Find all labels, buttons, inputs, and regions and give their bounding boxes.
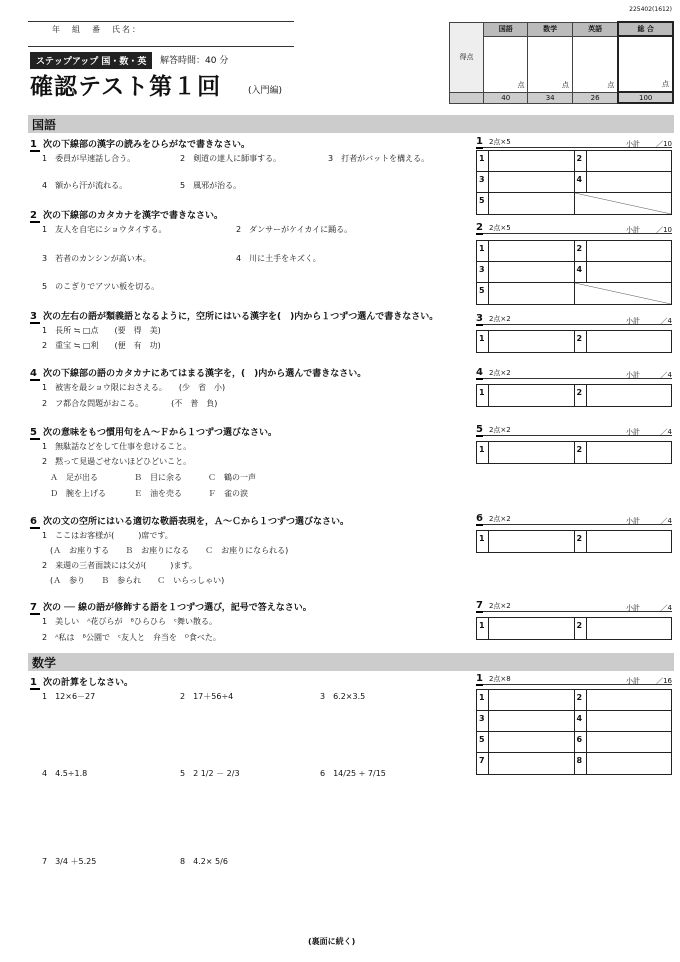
points: 2点×2 — [488, 369, 511, 377]
answer-row — [477, 732, 671, 753]
points: 2点×8 — [488, 675, 511, 683]
subtotal-max: ／16 — [656, 677, 672, 685]
item: 2 17＋56÷4 — [180, 692, 234, 701]
choice: Ｄ 腕を上げる — [50, 489, 106, 498]
math-answer-box-1 — [476, 689, 672, 775]
question-2-heading — [30, 208, 223, 223]
question-text: 次の下線部のカタカナを漢字で書きなさい。 — [42, 211, 223, 221]
item: 1 無駄話などをして仕事を怠けること。 — [42, 442, 192, 451]
item: 4 川に土手をキズく。 — [236, 254, 321, 263]
math-answer-1-header — [476, 673, 672, 685]
item: 1 友人を自宅にショウタイする。 — [42, 225, 167, 234]
item: 4 4.5÷1.8 — [42, 769, 88, 778]
question-number: 2 — [30, 210, 40, 223]
answer-cell[interactable] — [575, 241, 672, 261]
cell-number: 7 — [477, 753, 489, 774]
subtotal-label: 小計 — [626, 371, 640, 379]
answer-row — [477, 193, 671, 214]
max-label — [450, 92, 484, 103]
item: 3 若者のカンシンが高い本。 — [42, 254, 151, 263]
item: 2 剣道の達人に師事する。 — [180, 154, 282, 163]
item-choices: (Ａ 参り Ｂ 参られ Ｃ いらっしゃい) — [50, 576, 225, 585]
answer-box-5 — [476, 441, 672, 464]
answer-4-header — [476, 367, 672, 379]
subtotal-max: ／4 — [660, 317, 672, 325]
item: 1 ここはお客様が( )席です。 — [42, 531, 173, 540]
subtotal-max: ／4 — [660, 428, 672, 436]
answer-6-header — [476, 513, 672, 525]
score-cell-total[interactable]: 点 — [618, 36, 673, 92]
answer-3-header — [476, 313, 672, 325]
points: 2点×5 — [488, 224, 511, 232]
cell-number: 1 — [477, 241, 489, 261]
cell-number: 2 — [575, 385, 587, 406]
question-text: 次の下線部の語のカタカナにあてはまる漢字を，( )内から選んで書きなさい。 — [42, 369, 367, 379]
subtotal-max: ／4 — [660, 604, 672, 612]
item: 1 長所 ≒ □点 (要 得 美) — [42, 326, 161, 335]
item: 6 14/25 ÷ 7/15 — [320, 769, 386, 778]
answer-row — [477, 531, 671, 552]
answer-row — [477, 442, 671, 463]
score-header-total: 総 合 — [618, 22, 673, 36]
student-fields: 年 組 番 氏名： — [52, 25, 142, 34]
question-text: 次の左右の語が類義語となるように，空所にはいる漢字を( )内から１つずつ選んで書きなさい。 — [42, 312, 439, 322]
answer-box-7 — [476, 617, 672, 640]
score-table — [449, 21, 674, 104]
question-number: 3 — [30, 311, 40, 324]
time-limit: 解答時間：40 分 — [160, 56, 229, 66]
score-cell-kokugo[interactable]: 点 — [484, 36, 528, 92]
item: 1 被害を最ショウ限におさえる。 (少 省 小) — [42, 383, 226, 392]
answer-cell[interactable] — [477, 331, 575, 352]
cell-number: 2 — [575, 690, 587, 710]
question-number: 7 — [30, 602, 40, 615]
answer-cell[interactable] — [575, 690, 672, 710]
question-5-heading — [30, 425, 277, 440]
item: 5 風邪が治る。 — [180, 181, 242, 190]
answer-row — [477, 753, 671, 774]
answer-number: 7 — [476, 600, 483, 611]
answer-row — [477, 283, 671, 304]
item: 7 3/4 ＋5.25 — [42, 857, 97, 866]
max-total: 100 — [618, 92, 673, 103]
answer-box-3 — [476, 330, 672, 353]
question-number: 1 — [30, 677, 40, 690]
item: 8 4.2× 5/6 — [180, 857, 228, 866]
question-3-heading — [30, 309, 438, 324]
choice: Ｂ 目に余る — [134, 473, 182, 482]
question-number: 1 — [30, 139, 40, 152]
points: 2点×2 — [488, 426, 511, 434]
item: 1 12×6－27 — [42, 692, 96, 701]
answer-cell[interactable] — [575, 151, 672, 171]
item: 1 美しい ᴬ花びらが ᴮひらひら ᶜ舞い散る。 — [42, 617, 217, 626]
cell-number: 4 — [575, 172, 587, 192]
cell-number: 1 — [477, 690, 489, 710]
section-bar-sugaku — [28, 653, 674, 671]
cell-number: 3 — [477, 711, 489, 731]
divider — [28, 46, 294, 47]
answer-number: 6 — [476, 513, 483, 524]
answer-box-4 — [476, 384, 672, 407]
item: 2 フ都合な問題がおこる。 (不 普 負) — [42, 399, 218, 408]
cell-number: 2 — [575, 531, 587, 552]
continue-notice: (裏面に続く) — [308, 937, 356, 946]
answer-5-header — [476, 424, 672, 436]
max-eigo: 26 — [572, 92, 618, 103]
answer-number: 2 — [476, 222, 483, 233]
subtotal-max: ／10 — [656, 140, 672, 148]
blank-cell — [575, 193, 672, 214]
subtotal-label: 小計 — [626, 140, 640, 148]
cell-number: 1 — [477, 442, 489, 463]
item: 2 ダンサーがケイカイに踊る。 — [236, 225, 353, 234]
cell-number: 5 — [477, 193, 489, 214]
answer-row — [477, 262, 671, 283]
item: 3 打者がバットを構える。 — [328, 154, 430, 163]
answer-number: 1 — [476, 136, 483, 147]
item: 4 額から汗が流れる。 — [42, 181, 128, 190]
answer-cell[interactable] — [477, 753, 575, 774]
answer-cell[interactable] — [477, 283, 575, 304]
answer-cell[interactable] — [477, 151, 575, 171]
cell-number: 1 — [477, 618, 489, 639]
question-text: 次の計算をしなさい。 — [42, 678, 133, 688]
edition-label: (入門編) — [248, 86, 283, 96]
cell-number: 4 — [575, 262, 587, 282]
answer-cell[interactable] — [575, 531, 672, 552]
answer-2-header — [476, 222, 672, 234]
answer-cell[interactable] — [477, 172, 575, 192]
cell-number: 3 — [477, 262, 489, 282]
question-text: 次の文の空所にはいる適切な敬語表現を，Ａ～Ｃから１つずつ選びなさい。 — [42, 517, 349, 527]
subtotal-label: 小計 — [626, 604, 640, 612]
cell-number: 6 — [575, 732, 587, 752]
points: 2点×2 — [488, 315, 511, 323]
answer-number: 4 — [476, 367, 483, 378]
choice: Ａ 足が出る — [50, 473, 98, 482]
answer-number: 3 — [476, 313, 483, 324]
question-text: 次の意味をもつ慣用句をＡ～Ｆから１つずつ選びなさい。 — [42, 428, 277, 438]
cell-number: 5 — [477, 732, 489, 752]
section-bar-kokugo — [28, 115, 674, 133]
cell-number: 2 — [575, 331, 587, 352]
subtotal-max: ／4 — [660, 371, 672, 379]
score-cell-eigo[interactable]: 点 — [572, 36, 618, 92]
item: 3 6.2×3.5 — [320, 692, 366, 701]
cell-number: 1 — [477, 151, 489, 171]
answer-cell[interactable] — [477, 618, 575, 639]
answer-box-1 — [476, 150, 672, 215]
cell-number: 1 — [477, 331, 489, 352]
answer-cell[interactable] — [575, 711, 672, 731]
cell-number: 5 — [477, 283, 489, 304]
points: 2点×2 — [488, 602, 511, 610]
subtotal-max: ／10 — [656, 226, 672, 234]
choice: Ｆ 雀の涙 — [208, 489, 248, 498]
answer-cell[interactable] — [477, 531, 575, 552]
cell-number: 8 — [575, 753, 587, 774]
item: 2 黙って見過ごせないほどひどいこと。 — [42, 457, 192, 466]
answer-row — [477, 151, 671, 172]
answer-cell[interactable] — [477, 732, 575, 752]
item-choices: (Ａ お座りする Ｂ お座りになる Ｃ お座りになられる) — [50, 546, 289, 555]
answer-cell[interactable] — [575, 262, 672, 282]
cell-number: 2 — [575, 442, 587, 463]
cell-number: 2 — [575, 151, 587, 171]
subtotal-label: 小計 — [626, 677, 640, 685]
choice: Ｃ 鶴の一声 — [208, 473, 256, 482]
answer-cell[interactable] — [575, 442, 672, 463]
item: 2 重宝 ≒ □利 (便 有 功) — [42, 341, 161, 350]
question-number: 5 — [30, 427, 40, 440]
question-number: 6 — [30, 516, 40, 529]
answer-cell[interactable] — [477, 711, 575, 731]
question-4-heading — [30, 366, 366, 381]
score-label: 得点 — [450, 22, 484, 92]
score-header-sugaku: 数学 — [528, 22, 572, 36]
score-cell-sugaku[interactable]: 点 — [528, 36, 572, 92]
question-text: 次の下線部の漢字の読みをひらがなで書きなさい。 — [42, 140, 250, 150]
cell-number: 1 — [477, 531, 489, 552]
question-7-heading — [30, 600, 312, 615]
max-sugaku: 34 — [528, 92, 572, 103]
item: 2 来週の三者面談には父が( )ます。 — [42, 561, 197, 570]
subtotal-label: 小計 — [626, 317, 640, 325]
divider — [28, 21, 294, 22]
cell-number: 1 — [477, 385, 489, 406]
cell-number: 2 — [575, 241, 587, 261]
item: 2 ᴬ私は ᴮ公園で ᶜ友人と 弁当を ᴰ食べた。 — [42, 633, 221, 642]
answer-row — [477, 331, 671, 352]
answer-cell[interactable] — [477, 262, 575, 282]
answer-1-header — [476, 136, 672, 148]
subtotal-max: ／4 — [660, 517, 672, 525]
section-title: 数学 — [32, 656, 57, 670]
item: 5 2 1/2 － 2/3 — [180, 769, 240, 778]
answer-cell[interactable] — [575, 172, 672, 192]
blank-cell — [575, 283, 672, 304]
answer-cell[interactable] — [575, 753, 672, 774]
subtotal-label: 小計 — [626, 428, 640, 436]
points: 2点×5 — [488, 138, 511, 146]
answer-row — [477, 618, 671, 639]
answer-row — [477, 241, 671, 262]
answer-number: 5 — [476, 424, 483, 435]
answer-cell[interactable] — [575, 331, 672, 352]
answer-row — [477, 711, 671, 732]
answer-cell[interactable] — [477, 385, 575, 406]
course-badge: ステップアップ 国・数・英 — [30, 52, 152, 69]
answer-cell[interactable] — [575, 618, 672, 639]
subtotal-label: 小計 — [626, 517, 640, 525]
answer-cell[interactable] — [575, 732, 672, 752]
cell-number: 3 — [477, 172, 489, 192]
points: 2点×2 — [488, 515, 511, 523]
choice: Ｅ 油を売る — [134, 489, 182, 498]
page-title: 確認テスト第１回 — [30, 73, 222, 100]
item: 1 委員が早速話し合う。 — [42, 154, 136, 163]
section-title: 国語 — [32, 118, 57, 132]
answer-7-header — [476, 600, 672, 612]
answer-row — [477, 172, 671, 193]
answer-box-2 — [476, 240, 672, 305]
answer-row — [477, 690, 671, 711]
test-code: 225402(1612) — [629, 6, 672, 13]
answer-cell[interactable] — [477, 241, 575, 261]
answer-cell[interactable] — [477, 442, 575, 463]
answer-box-6 — [476, 530, 672, 553]
answer-number: 1 — [476, 673, 483, 684]
score-header-eigo: 英語 — [572, 22, 618, 36]
cell-number: 4 — [575, 711, 587, 731]
question-text: 次の ── 線の語が修飾する語を１つずつ選び，記号で答えなさい。 — [42, 603, 312, 613]
score-header-kokugo: 国語 — [484, 22, 528, 36]
answer-cell[interactable] — [477, 690, 575, 710]
cell-number: 2 — [575, 618, 587, 639]
answer-cell[interactable] — [575, 385, 672, 406]
answer-cell[interactable] — [477, 193, 575, 214]
answer-row — [477, 385, 671, 406]
question-number: 4 — [30, 368, 40, 381]
question-1-heading — [30, 137, 250, 152]
subtotal-label: 小計 — [626, 226, 640, 234]
max-kokugo: 40 — [484, 92, 528, 103]
math-question-1-heading — [30, 675, 133, 690]
question-6-heading — [30, 514, 349, 529]
item: 5 のこぎりでアツい板を切る。 — [42, 282, 160, 291]
